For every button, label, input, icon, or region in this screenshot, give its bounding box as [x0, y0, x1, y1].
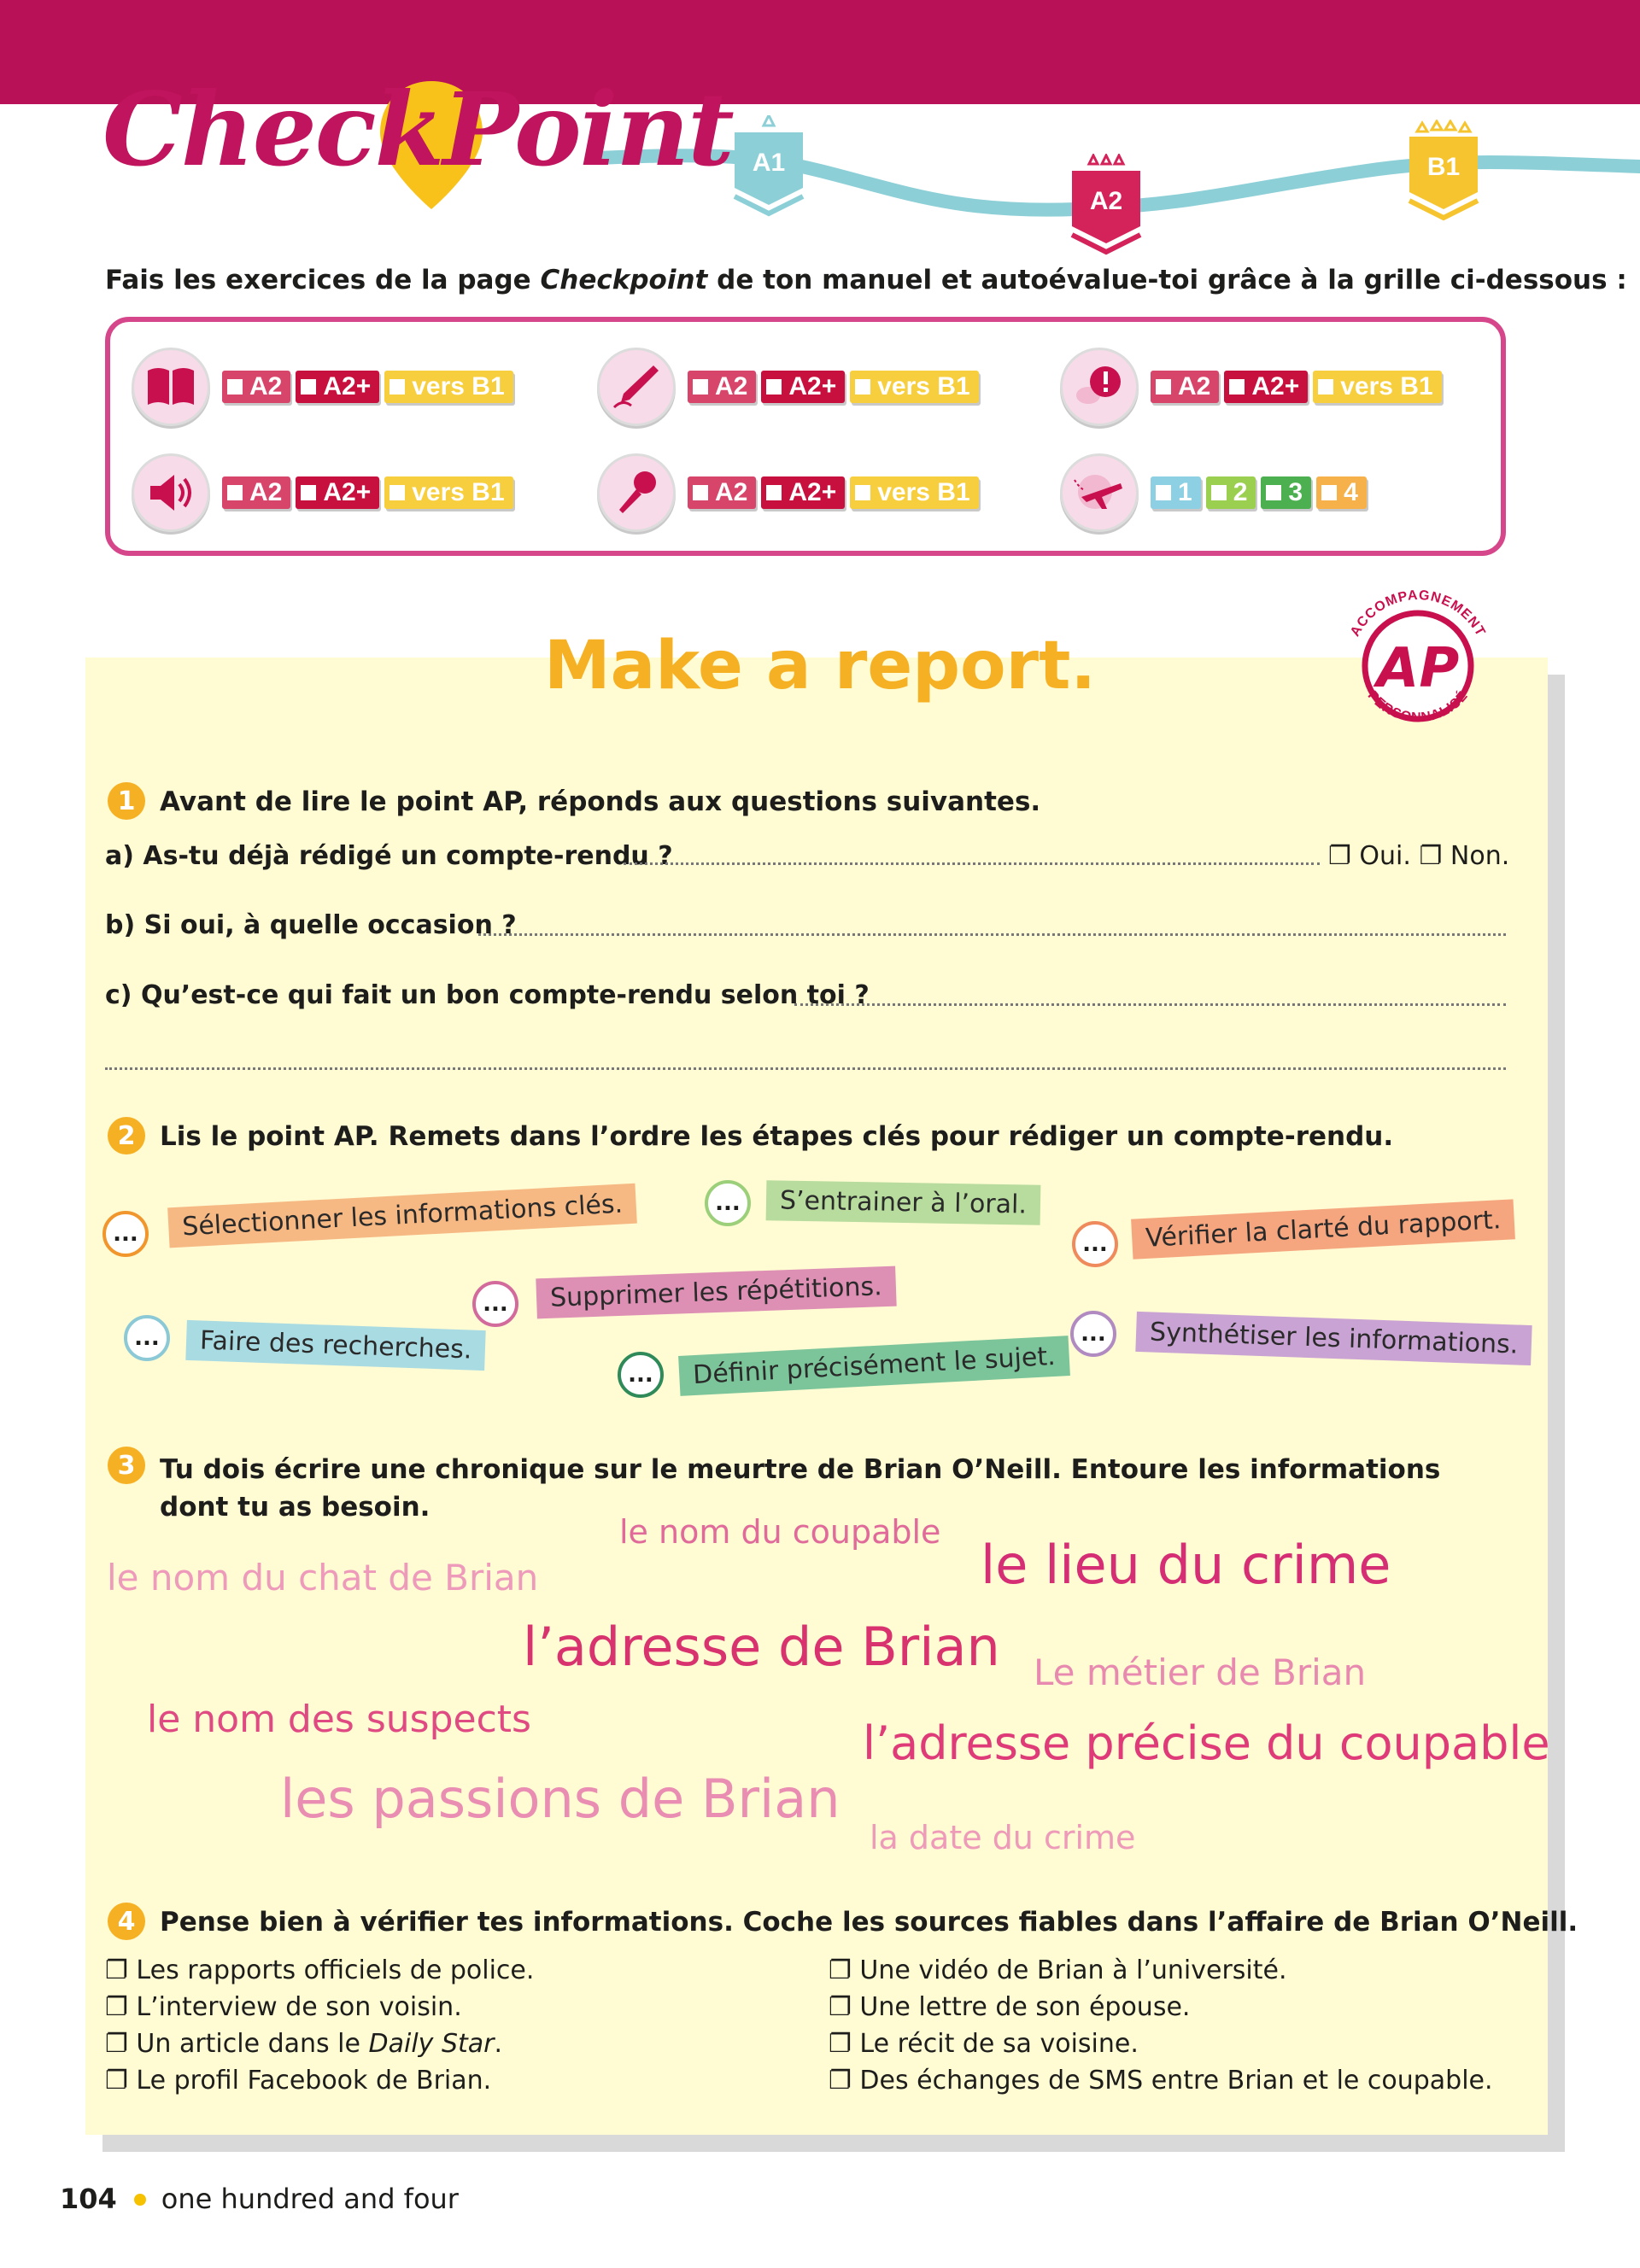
- tag-a2[interactable]: A2: [688, 476, 756, 509]
- source-checkbox[interactable]: ❐ L’interview de son voisin.: [105, 1992, 462, 2022]
- source-checkbox[interactable]: ❐ Un article dans le Daily Star.: [105, 2029, 503, 2059]
- step-label: Vérifier la clarté du rapport.: [1131, 1199, 1515, 1259]
- info-word[interactable]: la date du crime: [870, 1819, 1136, 1856]
- tag-a2-plus[interactable]: A2+: [296, 371, 379, 403]
- info-word[interactable]: Le métier de Brian: [1034, 1651, 1367, 1693]
- tag-a2-plus[interactable]: A2+: [1224, 371, 1308, 403]
- ap-badge-bottom-text: PERSONNALISÉ: [1364, 688, 1472, 726]
- step-label: Définir précisément le sujet.: [678, 1336, 1070, 1396]
- question-3-number: 3: [108, 1447, 145, 1484]
- question-1-text: Avant de lire le point AP, réponds aux questions suivantes.: [160, 786, 1041, 817]
- step-label: Synthétiser les informations.: [1135, 1312, 1532, 1365]
- book-icon: [132, 348, 210, 426]
- source-checkbox[interactable]: ❐ Le profil Facebook de Brian.: [105, 2066, 492, 2096]
- skill-writing: [597, 348, 979, 426]
- question-1a: a) As-tu déjà rédigé un compte-rendu ?: [105, 841, 673, 871]
- info-word[interactable]: les passions de Brian: [280, 1768, 840, 1830]
- self-assessment-grid: [105, 317, 1506, 556]
- page-title: Make a report.: [543, 628, 1097, 704]
- info-word[interactable]: le lieu du crime: [981, 1534, 1391, 1596]
- microphone-icon: [597, 453, 676, 532]
- order-slot[interactable]: ...: [472, 1281, 518, 1327]
- source-checkbox[interactable]: ❐ Une lettre de son épouse.: [829, 1992, 1191, 2022]
- skill-reading: [132, 348, 513, 426]
- pen-icon: [597, 348, 676, 426]
- ap-badge-top-text: ACCOMPAGNEMENT: [1348, 587, 1488, 640]
- page-number: 104: [60, 2183, 117, 2215]
- step-label: Faire des recherches.: [185, 1320, 486, 1371]
- skill-listening: [132, 453, 513, 532]
- tag-2[interactable]: 2: [1206, 476, 1256, 509]
- question-3-text: Tu dois écrire une chronique sur le meurtre de Brian O’Neill. Entoure les informations dont tu as besoin.: [160, 1454, 1441, 1523]
- tag-vers-b1[interactable]: vers B1: [384, 476, 512, 509]
- source-checkbox[interactable]: ❐ Les rapports officiels de police.: [105, 1955, 535, 1985]
- tag-a2[interactable]: A2: [1151, 371, 1219, 403]
- tag-a2[interactable]: A2: [688, 371, 756, 403]
- tag-a2[interactable]: A2: [222, 476, 290, 509]
- tag-vers-b1[interactable]: vers B1: [850, 371, 978, 403]
- level-a1-shield: [726, 115, 811, 222]
- ap-badge-label: AP: [1376, 637, 1460, 700]
- question-2-number: 2: [108, 1117, 145, 1154]
- tag-vers-b1[interactable]: vers B1: [1313, 371, 1441, 403]
- tag-4[interactable]: 4: [1316, 476, 1367, 509]
- step-label: Sélectionner les informations clés.: [167, 1184, 637, 1248]
- info-word[interactable]: le nom du coupable: [619, 1513, 941, 1551]
- level-b1-label: B1: [1426, 153, 1461, 181]
- speaker-icon: [132, 453, 210, 532]
- step-label: Supprimer les répétitions.: [536, 1266, 896, 1319]
- question-4-text: Pense bien à vérifier tes informations. Coche les sources fiables dans l’affaire de Brian O’Neill.: [160, 1907, 1578, 1938]
- skill-culture: [1060, 453, 1367, 532]
- sources-left: [105, 1952, 534, 2099]
- checkpoint-logo: CheckPoint: [102, 70, 733, 189]
- oui-non-checkboxes[interactable]: ❐ Oui. ❐ Non.: [1328, 841, 1510, 871]
- question-1b: b) Si oui, à quelle occasion ?: [105, 910, 517, 940]
- info-word[interactable]: le nom du chat de Brian: [107, 1557, 539, 1599]
- skill-speaking-interaction: [1060, 348, 1442, 426]
- source-checkbox[interactable]: ❐ Des échanges de SMS entre Brian et le coupable.: [829, 2066, 1493, 2096]
- page-footer: [60, 2183, 459, 2215]
- order-slot[interactable]: ...: [124, 1315, 170, 1361]
- answer-line-1c[interactable]: [794, 1003, 1506, 1006]
- source-checkbox[interactable]: ❐ Le récit de sa voisine.: [829, 2029, 1139, 2059]
- tag-vers-b1[interactable]: vers B1: [384, 371, 512, 403]
- question-2-text: Lis le point AP. Remets dans l’ordre les étapes clés pour rédiger un compte-rendu.: [160, 1121, 1394, 1152]
- tag-1[interactable]: 1: [1151, 476, 1201, 509]
- order-slot[interactable]: ...: [618, 1352, 664, 1398]
- footer-dot: [134, 2194, 146, 2206]
- order-slot[interactable]: ...: [1070, 1311, 1116, 1357]
- tag-a2[interactable]: A2: [222, 371, 290, 403]
- source-checkbox[interactable]: ❐ Une vidéo de Brian à l’université.: [829, 1955, 1287, 1985]
- skill-speaking: [597, 453, 979, 532]
- tag-a2-plus[interactable]: A2+: [761, 476, 845, 509]
- order-slot[interactable]: ...: [705, 1180, 751, 1226]
- order-slot[interactable]: ...: [102, 1211, 149, 1257]
- page-number-words: one hundred and four: [161, 2183, 459, 2215]
- info-word[interactable]: l’adresse de Brian: [523, 1616, 1000, 1678]
- plane-icon: [1060, 453, 1139, 532]
- step-label: S’entrainer à l’oral.: [766, 1180, 1041, 1225]
- tag-vers-b1[interactable]: vers B1: [850, 476, 978, 509]
- level-a1-label: A1: [752, 149, 786, 177]
- info-word[interactable]: l’adresse précise du coupable: [863, 1716, 1550, 1770]
- question-4-number: 4: [108, 1903, 145, 1940]
- speech-bubble-icon: [1060, 348, 1139, 426]
- tag-a2-plus[interactable]: A2+: [296, 476, 379, 509]
- question-1c: c) Qu’est-ce qui fait un bon compte-rendu selon toi ?: [105, 980, 870, 1010]
- level-b1-shield: [1401, 120, 1486, 226]
- answer-line-1b[interactable]: [478, 933, 1506, 936]
- info-word[interactable]: le nom des suspects: [147, 1698, 531, 1741]
- order-slot[interactable]: ...: [1072, 1221, 1118, 1267]
- tag-3[interactable]: 3: [1261, 476, 1311, 509]
- intro-instruction: Fais les exercices de la page Checkpoint de ton manuel et autoévalue-toi grâce à la grille ci-dessous :: [105, 265, 1627, 295]
- question-1-number: 1: [108, 782, 145, 820]
- level-a2-label: A2: [1089, 187, 1123, 215]
- level-a2-shield: [1063, 154, 1149, 260]
- sources-right: [829, 1952, 1493, 2099]
- answer-line-1a[interactable]: [624, 862, 1320, 865]
- answer-line-1c-extra[interactable]: [105, 1067, 1506, 1070]
- tag-a2-plus[interactable]: A2+: [761, 371, 845, 403]
